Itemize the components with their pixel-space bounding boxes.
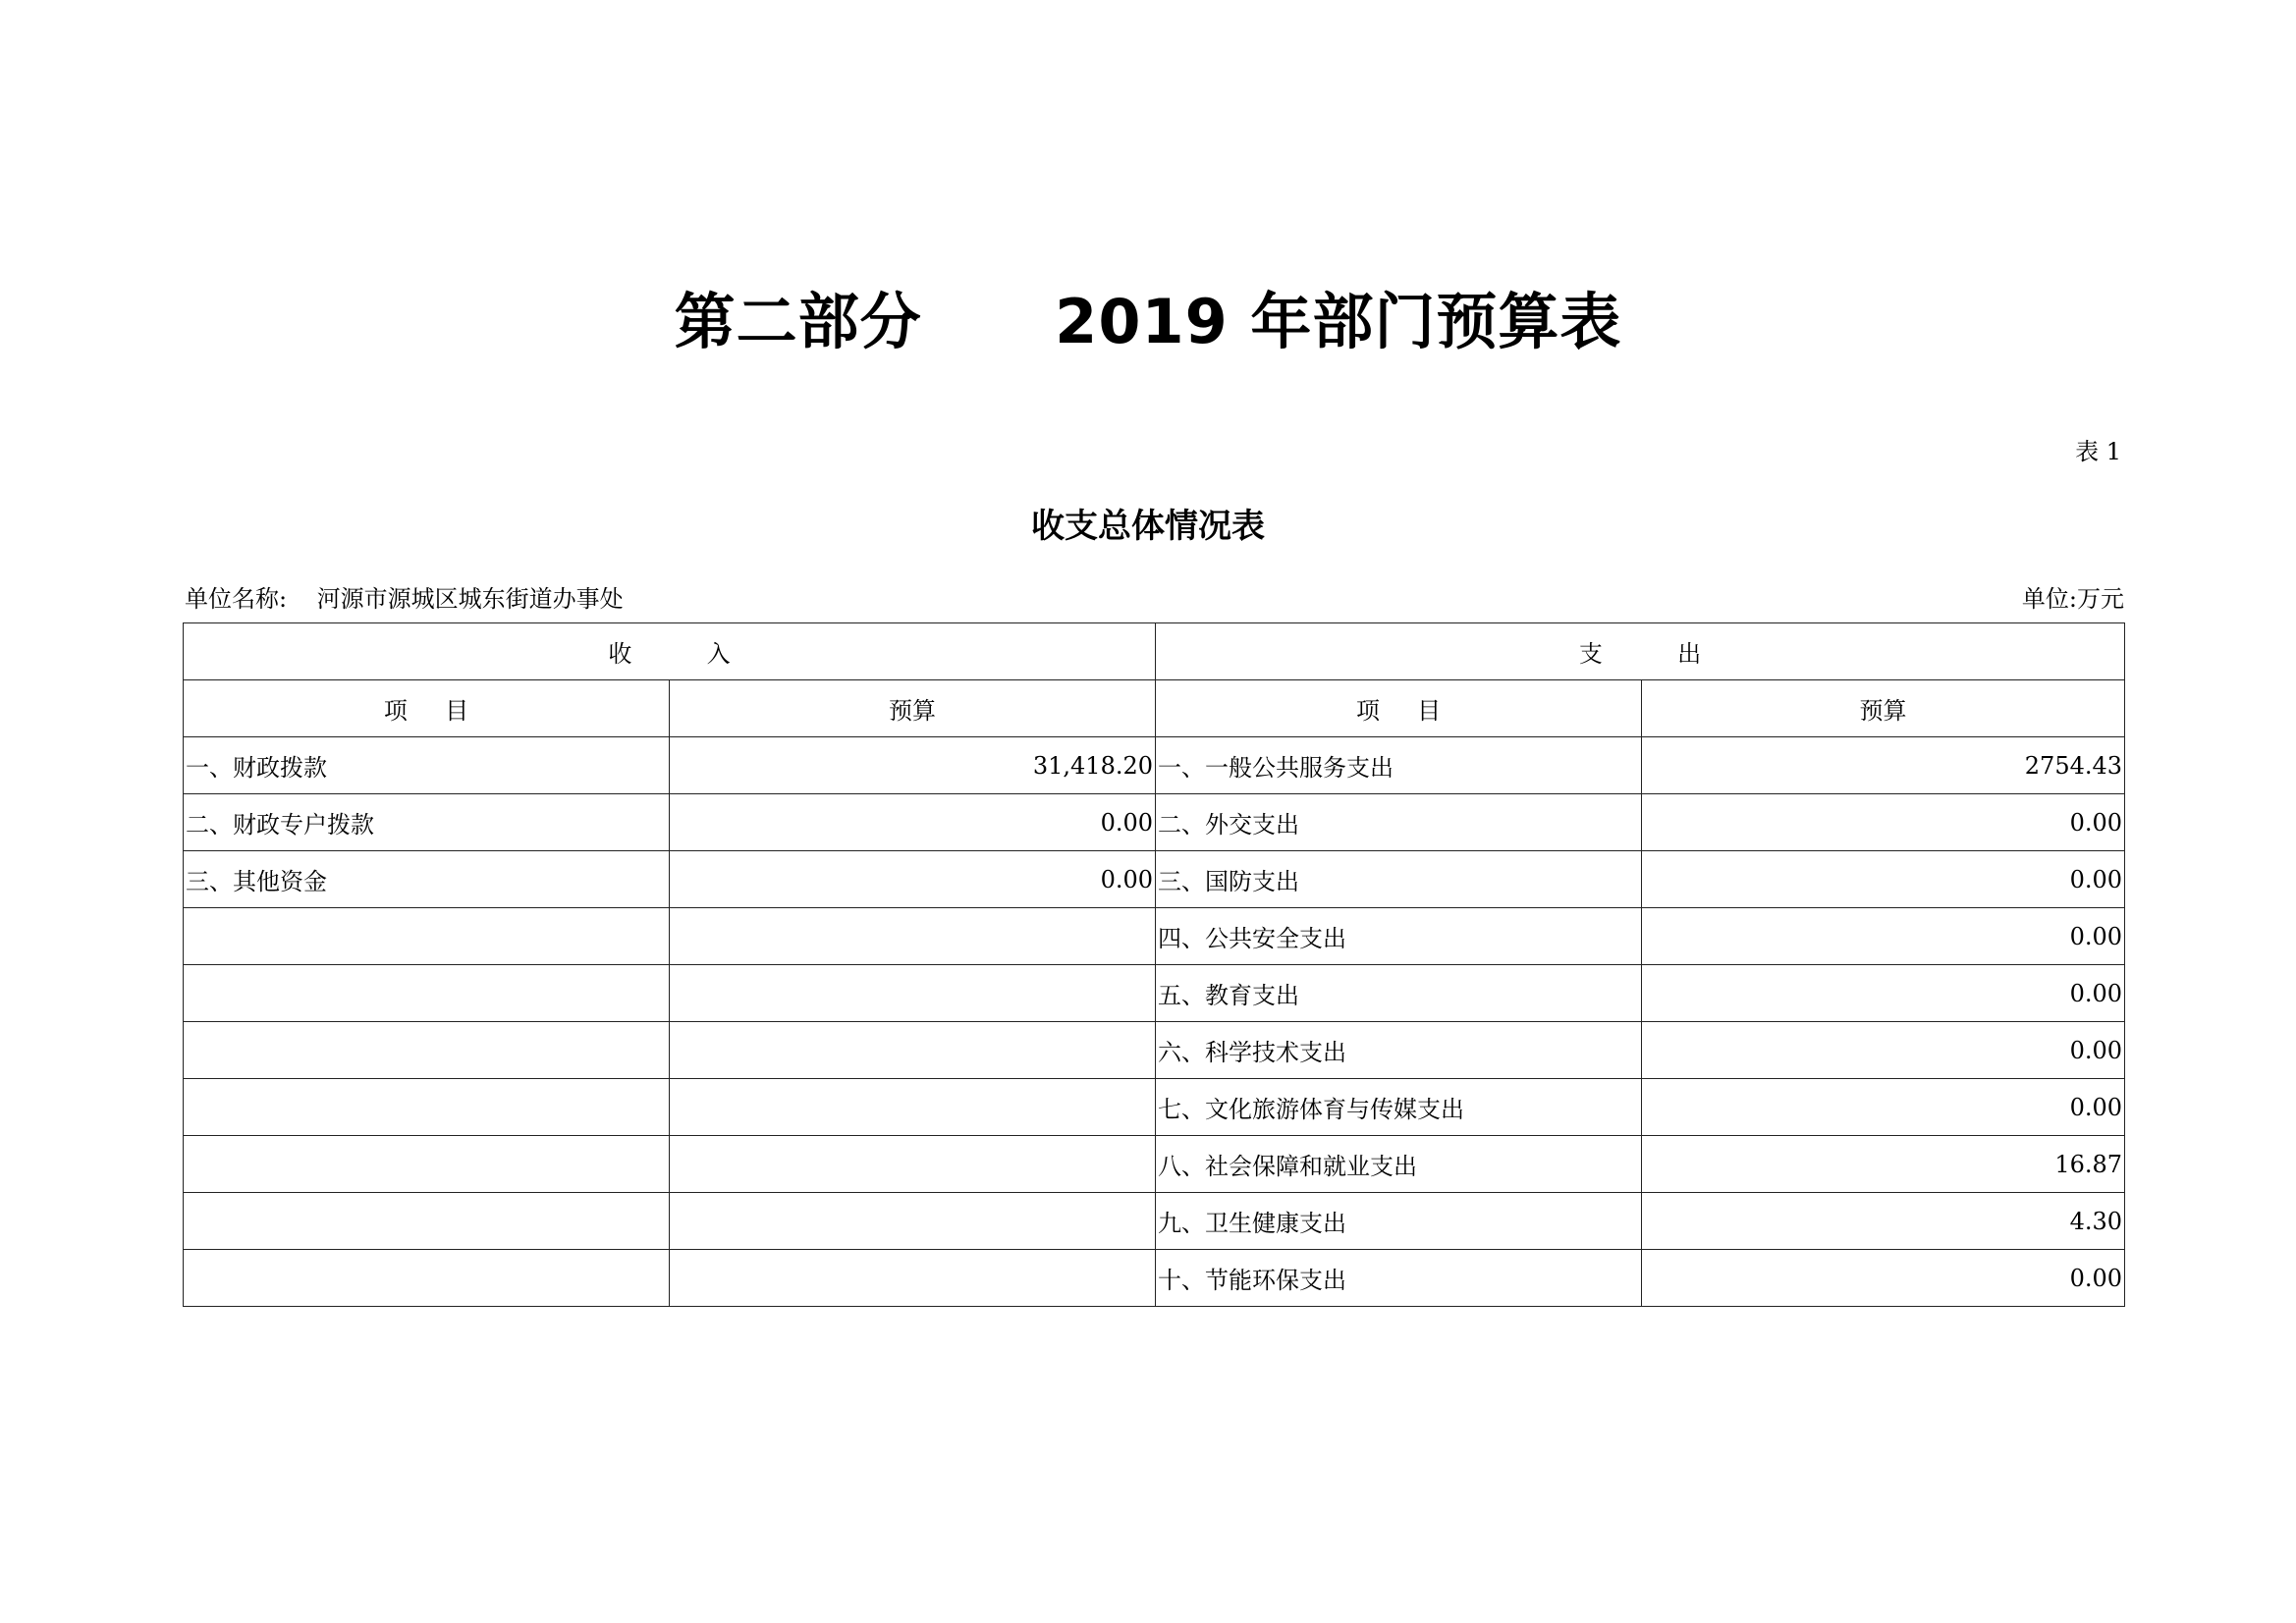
expense-item-header: 项 目	[1156, 680, 1642, 737]
income-item-cell	[184, 1022, 670, 1079]
expense-item-cell: 五、教育支出	[1156, 965, 1642, 1022]
expense-item-cell: 九、卫生健康支出	[1156, 1193, 1642, 1250]
income-item-header: 项 目	[184, 680, 670, 737]
table-row	[184, 1250, 2125, 1307]
income-amount-cell	[670, 965, 1156, 1022]
expense-header: 支 出	[1156, 623, 2125, 680]
income-item-cell: 一、财政拨款	[184, 737, 670, 794]
expense-amount-cell: 0.00	[1642, 908, 2125, 965]
expense-item-cell: 七、文化旅游体育与传媒支出	[1156, 1079, 1642, 1136]
income-item-cell	[184, 1136, 670, 1193]
expense-item-cell: 三、国防支出	[1156, 851, 1642, 908]
expense-amount-cell: 0.00	[1642, 1079, 2125, 1136]
income-item-cell	[184, 1250, 670, 1307]
expense-item-cell: 四、公共安全支出	[1156, 908, 1642, 965]
table-row	[184, 908, 2125, 965]
expense-item-cell: 八、社会保障和就业支出	[1156, 1136, 1642, 1193]
income-header: 收 入	[184, 623, 1156, 680]
expense-item-cell: 二、外交支出	[1156, 794, 1642, 851]
expense-item-cell: 六、科学技术支出	[1156, 1022, 1642, 1079]
page-title: 第二部分 2019 年部门预算表	[674, 286, 1622, 357]
income-amount-cell: 0.00	[670, 794, 1156, 851]
expense-amount-cell: 0.00	[1642, 1022, 2125, 1079]
table-row	[184, 1079, 2125, 1136]
expense-amount-cell: 16.87	[1642, 1136, 2125, 1193]
income-item-cell: 二、财政专户拨款	[184, 794, 670, 851]
table-row	[184, 1022, 2125, 1079]
table-body	[184, 623, 2125, 1307]
expense-amount-cell: 2754.43	[1642, 737, 2125, 794]
column-header-row	[184, 680, 2125, 737]
expense-item-cell: 一、一般公共服务支出	[1156, 737, 1642, 794]
income-amount-cell	[670, 1136, 1156, 1193]
table-row	[184, 851, 2125, 908]
table-row	[184, 965, 2125, 1022]
unit-label: 单位:万元	[2021, 585, 2124, 613]
income-item-cell: 三、其他资金	[184, 851, 670, 908]
income-amount-cell	[670, 1079, 1156, 1136]
table-row	[184, 794, 2125, 851]
expense-budget-header: 预算	[1642, 680, 2125, 737]
unit-name-label: 单位名称: 河源市源城区城东街道办事处	[185, 585, 624, 613]
expense-amount-cell: 0.00	[1642, 794, 2125, 851]
income-amount-cell	[670, 1250, 1156, 1307]
expense-amount-cell: 0.00	[1642, 1250, 2125, 1307]
budget-summary-table	[183, 622, 2125, 1307]
income-item-cell	[184, 908, 670, 965]
income-amount-cell	[670, 908, 1156, 965]
income-amount-cell	[670, 1193, 1156, 1250]
expense-item-cell: 十、节能环保支出	[1156, 1250, 1642, 1307]
section-header-row	[184, 623, 2125, 680]
table-row	[184, 1193, 2125, 1250]
expense-amount-cell: 4.30	[1642, 1193, 2125, 1250]
income-item-cell	[184, 965, 670, 1022]
income-item-cell	[184, 1079, 670, 1136]
income-item-cell	[184, 1193, 670, 1250]
income-amount-cell: 31,418.20	[670, 737, 1156, 794]
income-amount-cell	[670, 1022, 1156, 1079]
expense-amount-cell: 0.00	[1642, 965, 2125, 1022]
income-amount-cell: 0.00	[670, 851, 1156, 908]
table-row	[184, 1136, 2125, 1193]
table-title: 收支总体情况表	[1031, 507, 1265, 546]
expense-amount-cell: 0.00	[1642, 851, 2125, 908]
income-budget-header: 预算	[670, 680, 1156, 737]
table-number: 表 1	[2075, 438, 2121, 465]
table-row	[184, 737, 2125, 794]
